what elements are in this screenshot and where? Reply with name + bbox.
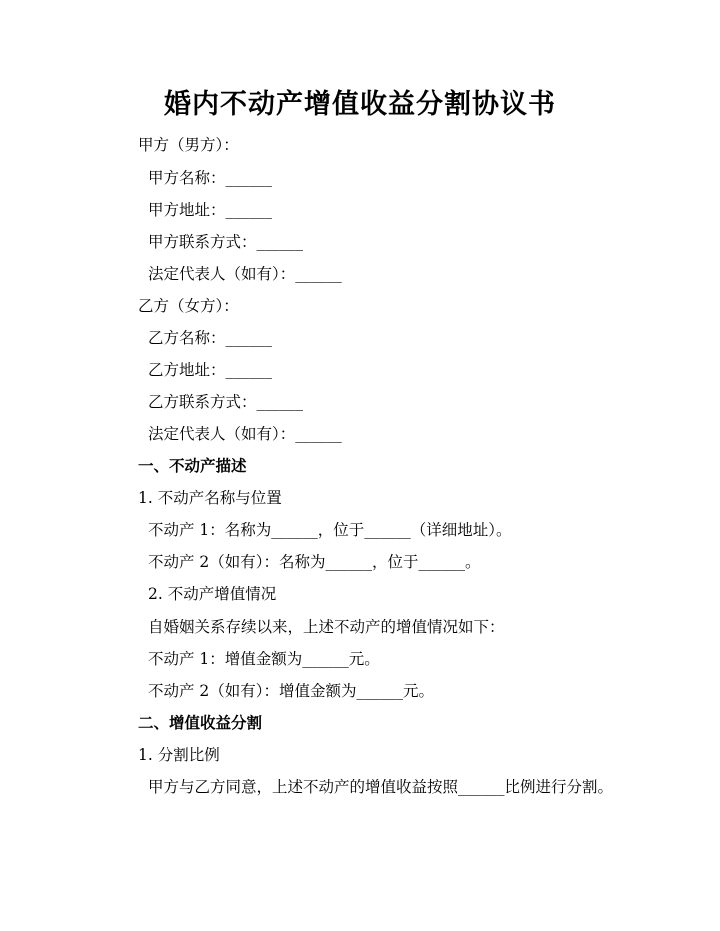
section1-sub2: 2. 不动产增值情况 bbox=[148, 585, 277, 603]
party-a-header: 甲方（男方）： bbox=[138, 136, 239, 154]
party-b-header: 乙方（女方）： bbox=[138, 297, 239, 315]
document-title: 婚内不动产增值收益分割协议书 bbox=[164, 89, 556, 120]
party-b-name: 乙方名称：______ bbox=[148, 329, 273, 347]
party-b-address: 乙方地址：______ bbox=[148, 361, 273, 379]
party-a-contact: 甲方联系方式：______ bbox=[148, 233, 304, 251]
party-a-legal-rep: 法定代表人（如有）：______ bbox=[148, 265, 342, 283]
section1-sub1: 1. 不动产名称与位置 bbox=[138, 489, 282, 507]
property1-description: 不动产 1：名称为______，位于______（详细地址）。 bbox=[148, 521, 512, 539]
party-b-legal-rep: 法定代表人（如有）：______ bbox=[148, 425, 342, 443]
party-a-name: 甲方名称：______ bbox=[148, 169, 273, 187]
appreciation-intro: 自婚姻关系存续以来，上述不动产的增值情况如下： bbox=[148, 618, 505, 636]
party-a-address: 甲方地址：______ bbox=[148, 201, 273, 219]
section2-heading: 二、增值收益分割 bbox=[138, 713, 263, 732]
property1-appreciation: 不动产 1：增值金额为______元。 bbox=[148, 650, 380, 668]
party-b-contact: 乙方联系方式：______ bbox=[148, 393, 304, 411]
property2-description: 不动产 2（如有）：名称为______，位于______。 bbox=[148, 553, 481, 571]
property2-appreciation: 不动产 2（如有）：增值金额为______元。 bbox=[148, 682, 435, 700]
section1-heading: 一、不动产描述 bbox=[138, 456, 247, 475]
section2-sub1: 1. 分割比例 bbox=[138, 746, 220, 764]
split-ratio-paragraph: 甲方与乙方同意，上述不动产的增值收益按照______比例进行分割。 bbox=[148, 778, 614, 796]
